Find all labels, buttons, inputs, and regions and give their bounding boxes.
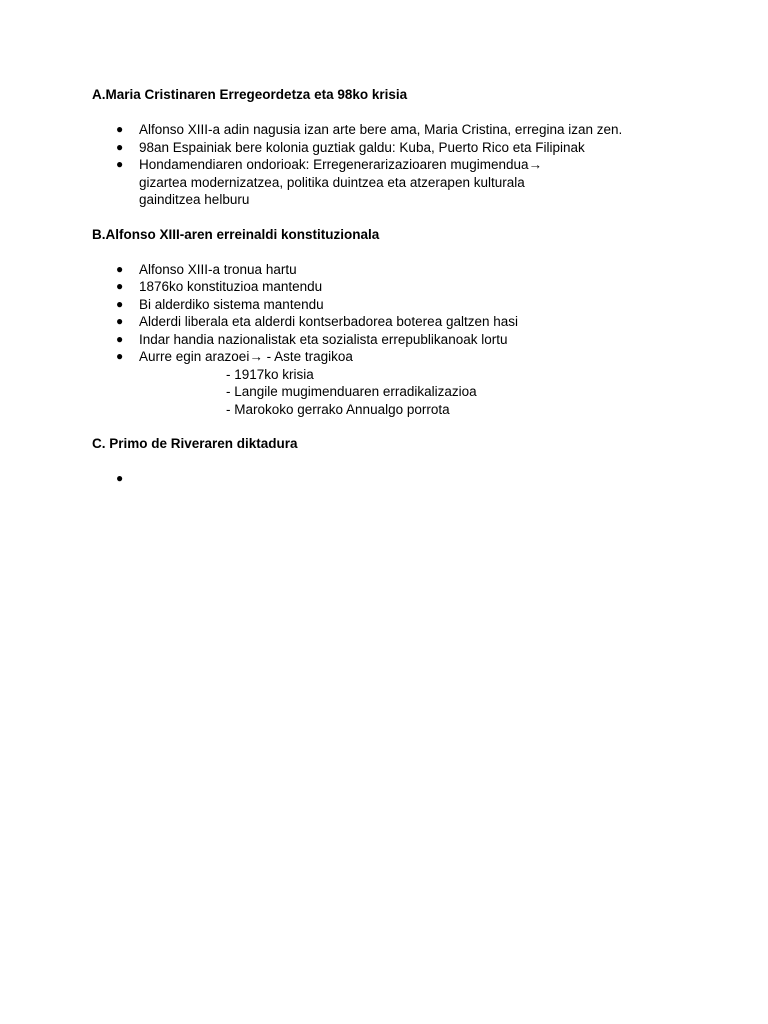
list-item [92,121,692,139]
list-item [92,313,692,331]
list-item-text: Hondamendiaren ondorioak: Erregenerarizazioaren mugimendua→ gizartea modernizatzea, politika duintzea eta atzerapen kulturala gainditzea helburu [139,157,542,207]
list-item-text: Indar handia nazionalistak eta sozialista errepublikanoak lortu [139,331,508,347]
bullet-icon: ● [116,471,124,485]
document-page [92,86,692,488]
list-item-text: Alderdi liberala eta alderdi kontserbadorea boterea galtzen hasi [139,314,518,329]
list-item [92,296,692,314]
bullet-icon: ● [116,279,124,293]
section-c-title: C. Primo de Riveraren diktadura [92,436,298,451]
sub-list-item: - 1917ko krisia [226,366,314,382]
sub-list [92,366,692,419]
section-a-list [92,121,692,209]
bullet-icon: ● [116,331,124,346]
sub-list-item: - Langile mugimenduaren erradikalizazioa [226,384,477,399]
list-item [92,156,692,209]
list-item [92,278,692,296]
list-item-text: 98an Espainiak bere kolonia guztiak galdu: Kuba, Puerto Rico eta Filipinak [139,139,585,155]
list-item [92,261,692,279]
list-item [92,139,692,157]
list-item [92,470,692,488]
list-item [92,331,692,349]
bullet-icon: ● [116,314,124,328]
bullet-icon: ● [116,139,124,154]
bullet-icon: ● [116,296,124,311]
list-item-text: Bi alderdiko sistema mantendu [139,296,324,312]
section-c-list [92,470,692,488]
list-item [92,348,692,366]
list-item-text: Alfonso XIII-a adin nagusia izan arte bere ama, Maria Cristina, erregina izan zen. [139,122,623,137]
list-item-text: Alfonso XIII-a tronua hartu [139,261,297,277]
bullet-icon: ● [116,122,124,136]
list-item-text: Aurre egin arazoei→ - Aste tragikoa [139,349,353,364]
bullet-icon: ● [116,157,124,171]
section-a-title: A.Maria Cristinaren Erregeordetza eta 98ko krisia [92,87,408,102]
bullet-icon: ● [116,349,124,363]
section-b-list [92,261,692,366]
bullet-icon: ● [116,261,124,276]
section-b-title: B.Alfonso XIII-aren erreinaldi konstituzionala [92,226,380,242]
sub-list-item: - Marokoko gerrako Annualgo porrota [226,401,450,417]
list-item-text: 1876ko konstituzioa mantendu [139,279,323,294]
